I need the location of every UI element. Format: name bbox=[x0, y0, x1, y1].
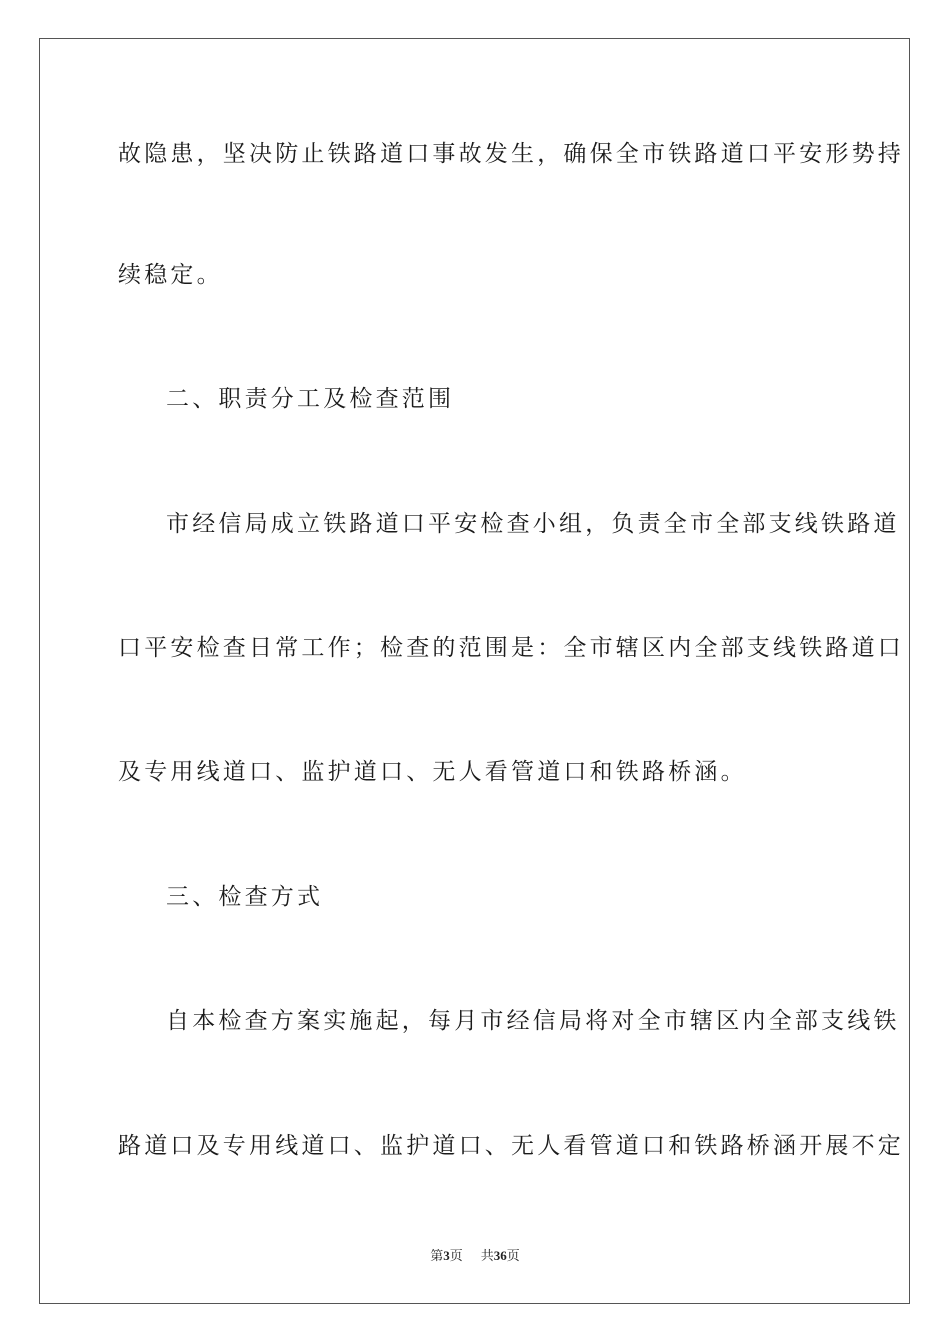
body-line-5: 及专用线道口、监护道口、无人看管道口和铁路桥涵。 bbox=[118, 759, 747, 785]
page-footer bbox=[0, 1246, 950, 1267]
body-line-1: 故隐患，坚决防止铁路道口事故发生，确保全市铁路道口平安形势持 bbox=[118, 141, 904, 167]
body-line-2: 续稳定。 bbox=[118, 262, 223, 288]
body-line-3: 市经信局成立铁路道口平安检查小组，负责全市全部支线铁路道 bbox=[166, 511, 900, 537]
footer-page-prefix: 第 bbox=[430, 1249, 444, 1264]
footer-total-suffix: 页 bbox=[506, 1249, 520, 1264]
footer-page-suffix: 页 bbox=[449, 1249, 463, 1264]
section-heading-3: 三、检查方式 bbox=[166, 884, 324, 910]
section-heading-2: 二、职责分工及检查范围 bbox=[166, 386, 455, 412]
body-line-6: 自本检查方案实施起，每月市经信局将对全市辖区内全部支线铁 bbox=[166, 1008, 900, 1034]
footer-page-number: 3 bbox=[443, 1248, 450, 1263]
body-line-7: 路道口及专用线道口、监护道口、无人看管道口和铁路桥涵开展不定 bbox=[118, 1133, 904, 1159]
footer-total-pages: 36 bbox=[493, 1248, 507, 1263]
footer-total-prefix: 共 bbox=[480, 1249, 494, 1264]
body-line-4: 口平安检查日常工作；检查的范围是：全市辖区内全部支线铁路道口 bbox=[118, 635, 904, 661]
page-border bbox=[39, 38, 910, 1304]
